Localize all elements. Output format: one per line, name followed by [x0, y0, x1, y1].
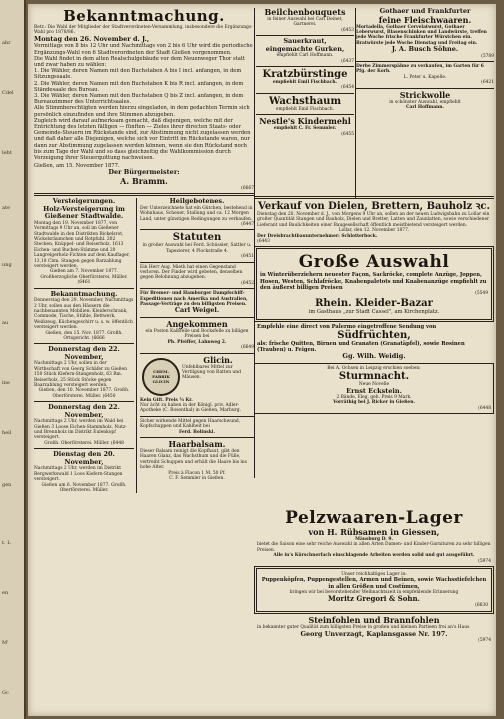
strip-fragment: ate [2, 205, 10, 211]
notice-code: (6667 [241, 185, 254, 191]
notice-sign-name: A. Bramm. [120, 175, 168, 186]
strip-fragment: heil [2, 430, 12, 436]
strip-fragment: ahr [2, 40, 11, 46]
column-bottom-wide [254, 509, 494, 643]
ad-steinkohlen: Steinfohlen und Brannfohlen in bekannter guter Qualität zum billigsten Preise in großen und kleinen Partieen frei an's Haus Georg Unverzagt, Kaplansgasse Nr. 197. (5974 [257, 615, 491, 644]
notice-line: 1. Die Wähler, deren Namen mit den Buchstaben A bis I incl. anfangen, in dem Sitzungssaale. [34, 68, 242, 81]
ad-hair: Sicher wirkende Mittel gegen Haarschwund, Kopfschuppen und Kahlheit bei Ferd. Bolinski. [140, 418, 241, 435]
strip-fragment: Cdel [2, 90, 14, 96]
ad-puppen: Unser reichhaltiges Lager in: Puppenköpfen, Puppengestellen, Armen und Beinen, sowie Wachsstiefelchen in allen Größen und Costümen, bringen wir bei bevorstehender Weihnachtszeit in empfehlende Erinnerung Moritz Gregori & Sohn. (6630 [254, 566, 494, 614]
ad-statuten: Statuten in großer Auswahl bei Ferd. Schüssler, Sattler u. Tapezierer, 4 Plockstraße 4. (6451 [142, 232, 254, 260]
ad-kratzbuerstinge: Kratzbürstinge empfiehlt Emil Fischbach. (6454 [262, 69, 354, 91]
ad-zimmerspaehne: Derbe Zimmerspähne zu verkaufen, im Garten für 6 Pfg. der Korb. L. Peter u. Kapelle. (6421 [356, 64, 494, 86]
ad-lost: Ein Herr Aug. Mieth hat einen Gegenstand verloren. Der Finder wird gebeten, denselben gegen Belohnung abzugeben. (6452 [140, 264, 254, 286]
auctions-title: Versteigerungen. [52, 197, 116, 206]
glicin-seal-icon: CHEM. FABRIK GLICIN [142, 358, 180, 396]
strip-fragment: Gc [2, 690, 9, 696]
auction-item: Bekanntmachung. Donnerstag den 29. November, Nachmittags 2 Uhr, sollen aus den Häusern die nachbenannten Mobilien: Kleiderschrank, Commode, Tische, Stühle, Bettwerk, Weißzeug, Küchengeschirr u. s. w. öffentlich versteigert werden. Gießen, den 15. Nov. 1877. Großh. Ortsgericht. (6666 [34, 289, 134, 341]
column-left [34, 8, 254, 493]
ad-glicin: CHEM. FABRIK GLICIN Glicin. Unfehlbares Mittel zur Vertilgung von Ratten und Mäusen. Kein Gift. Preis ¼ Kr. Nur ächt zu haben in der Königl. priv. Adler-Apotheke (C. Rosenthal) in Gießen, Marburg. [140, 355, 241, 414]
auctions-column [34, 198, 137, 493]
notice-sign-date: Gießen, am 15. November 1877. [34, 163, 120, 170]
strip-fragment: M' [2, 640, 9, 646]
auction-item: Donnerstag den 22. November, Nachmittags 2 Uhr, werden im Wald bei Gießen 3 Loose Eichen-Stammholz, Nutz- und Brennholz im Distrikt Eulenkopf versteigert. Großh. Oberförsterei. Müller. (6448 [34, 403, 127, 446]
ad-gothaer: Gothaer und Frankfurter feine Fleischwaaren. Mortadella, Gothaer Cervelatwurst, Gothaer Leberwurst, Blasenschinken und Landwürste, treffen jede Woche frische Frankfurter Würstchen ein. Bratwürste jede Woche Dienstag und Freitag ein. J. A. Busch Söhne. (5789 [356, 8, 494, 59]
notice-subject: Betr.: Die Wahl der Mitglieder der Stadtverordneten-Versammlung, insbesondere die Ergänzungs-Wahl pro 1878/86. [34, 25, 253, 36]
ad-grosse-auswahl: Große Auswahl in Winterüberziehern neuester Façon, Sackröcke, complete Anzüge, Joppen, Hosen, Westen, Schlafröcke, Knabenpaletots und Knabenanzüge empfiehlt zu den äußerst billigen Preisen (5549 Rhein. Kleider-Bazar im Gasthaus „zur Stadt Cassel", am Kirchenplatz. [254, 246, 494, 321]
official-notice [34, 8, 254, 191]
strip-fragment: ung [2, 262, 12, 268]
ad-sturmnacht: Bei A. Ochsen in Leipzig erschien soeben: Sturmnacht. Neue Novelle Ernst Eckstein. 2 Bände, Eleg. geh. Preis 9 Mark. Vorräthig bei J. Ricker in Gießen. (6448 [254, 363, 494, 415]
column-b-ads [140, 198, 254, 481]
notice-line: 3. Die Wähler, deren Namen mit den Buchstaben Q bis Z incl. anfangen, in dem Bureauzimmer des Unterrichtsaales. [34, 92, 244, 106]
notice-date-line: Montag den 26. November d. J., [34, 34, 150, 43]
notice-line: Zugleich wird darauf aufmerksam gemacht, daß diejenigen, welche mit der Entrichtung des letzten fälligen — fünften — Zieles ihrer directen Staats- oder Gemeinde-Steuern im Rückstande sind, zur Abstimmung nicht zugelassen werden und daß daher alle Diejenigen, welche sich vor Eintritt im Rückstande waren, nur dann zur Abstimmung zugelassen werden können, wenn sie den Rückstand noch bis zum Tage der Wahl und so dass gleichzeitig die Wahlkommission durch Vorzeigung ihrer Steuerquittung nachweisen. [34, 117, 251, 161]
notice-sign-title: Der Bürgermeister: [108, 168, 180, 177]
column-right-top [356, 8, 494, 110]
strip-fragment: gen [2, 482, 12, 488]
column-right-wide [254, 194, 494, 416]
column-middle-top [256, 8, 354, 137]
ad-sauerkraut: Sauerkraut, eingemachte Gurken, empfiehlt Carl Hoffmann. (6437 [265, 37, 354, 64]
ad-suedfruechte: Empfehle eine direct von Palermo eingetroffene Sendung von Südfrüchten, als: frische Quitten, Birnen und Granaten (Granatäpfel), sowie Rosinen (Trauben) u. Feigen. Gg. Wilh. Weidig. [257, 323, 465, 361]
ad-strickwolle: Strickwolle in schönster Auswahl, empfiehlt Carl Hoffmann. [389, 89, 461, 111]
notice-intro: Vormittags von 8 bis 12 Uhr und Nachmittags von 2 bis 6 Uhr wird die periodische Ergänzungs-Wahl von 6 Stadtverordneten der Stadt Gießen vorgenommen. [34, 43, 253, 56]
strip-fragment: en [2, 590, 9, 596]
ad-verkauf: Verkauf von Dielen, Brettern, Bauholz ꝛc. Dienstag den 20. November d. J., von Morgens 9 Uhr an, sollen an der neuen Ludwigsbahn zu Lollar ein großer Quantität Stangen und Bauholz, Dielen und Bretter, Latten und Zaunlatten, sowie verschiedener Lieferant und Baulichkeiten einer Baugesellschaft öffentlich meistbietend versteigert werden. Lollar, den 12. November 1877. Der Dreisbrachtbauunternehmer: Schlotterbock. (6443 [257, 201, 490, 245]
auction-item: Dienstag den 20. November, Nachmittags 2 Uhr, werden im Distrikt Bergwerkswald 1 Loos Kiefern-Stangen versteigert. Gießen am 6. November 1877. Großh. Oberförsterei. Müller. [34, 450, 127, 493]
notice-line: Die Wahl findet in dem alten Realschulgebäude vor dem Neuenweger Thor statt und zwar haben zu wählen: [34, 55, 246, 68]
ad-wachsthaum: Wachsthaum empfiehlt Emil Fischbach. [268, 95, 342, 112]
auction-item: Donnerstag den 22. November, Nachmittags 2 Uhr, sollen in der Wirthschaft von Georg Schäfer zu Gießen 150 Stück Kiefern-Stangenholz, 63 Rm. Reiserholz, 25 Stück Stöcke gegen Baarzahlung versteigert werden. Gießen, den 10. November 1877. Großh. Oberförsterei. Müller. (6450 [34, 345, 130, 399]
strip-fragment: ine [2, 380, 10, 386]
sheet [28, 4, 496, 716]
ad-angekommen: Angekommen ein Posten Kalbfelle und Bocksfelle zu billigen Preisen bei Ph. Pfeiffer, Lahnweg 2. (6649 [145, 318, 254, 351]
ad-haarbalsam: Haarbalsam. Dieser Balsam reinigt die Kopfhaut, gibt den Haaren Glanz, das Wachsthum und die Fülle, vertreibt Schuppen und erhält die Haare bis ins hohe Alter. Preis à Flacon 1 M. 50 Pf. C. F. Semmler in Gießen. [140, 439, 247, 482]
adjacent-page-strip [0, 0, 26, 719]
auction-item: Holz-Versteigerung im Gießener Stadtwalde. Montag den 19. November 1877, von Vormittags 9 Uhr an, soll im Gießener Stadtwalde in den Distrikten Bickelsrot, Wickelsräumchen und Rotpfuhl. 202 Stecken, Knüppel- und Reiserholz, 1613 Eichen- und Buchen-Stämme und 20 Langrelgerholz-Fichten auf dem Kauflager, 13,18 Cbm. Stangen gegen Barzahlung versteigert werden. Gießen am 7. November 1877. Großherzogliche Oberförsterei. Müller. (6461 [34, 204, 130, 286]
notice-line: Alle Stimmberechtigten werden hierzu eingeladen, in dem gedachten Termin sich persönlich einzufinden und ihre Stimmen abzugeben. [34, 105, 250, 118]
strip-fragment: t. L [2, 540, 11, 546]
strip-fragment: au [2, 320, 9, 326]
ad-kindermehl: Nestle's Kindermehl empfiehlt C. Fr. Semmler. (6455 [259, 116, 354, 137]
ad-heilgebotenes: Heilgebotenes. Der Unterzeichnete hat ein Gütchen, bestehend in Wohnhaus, Scheuer, Stallung und ca. 12 Morgen Land, unter günstigen Bedingungen zu verkaufen. (6447 [140, 197, 254, 227]
strip-fragment: lebt [2, 150, 12, 156]
ad-bouquets: Beilchenbouquets in feiner Auswahl bei Carl Deinet, Gartnerei. (6453 [264, 8, 354, 33]
ad-pelzwaaren: Pelzwaaren-Lager von H. Rübsamen in Giessen, Mäusburg D. 9. bietet die Saison eine sehr reiche Auswahl in allen Arten Damen- und Kinder-Garnituren zu sehr billigen Preisen. Alle in's Kürschnerfach einschlagende Arbeiten werden solid und gut ausgeführt. (5974 [257, 509, 491, 564]
notice-title: Bekanntmachung. [63, 8, 225, 25]
ad-bremen: Für Bremer- und Hamburger Dampfschiff-Expeditionen nach Amerika und Australien, Passage-Verträge zu den billigsten Preisen. Carl Weigel. [140, 291, 248, 315]
notice-line: 2. Die Wähler, deren Namen mit den Buchstaben K bis R incl. anfangen, in dem Ständesaale des Bureau. [34, 80, 244, 93]
